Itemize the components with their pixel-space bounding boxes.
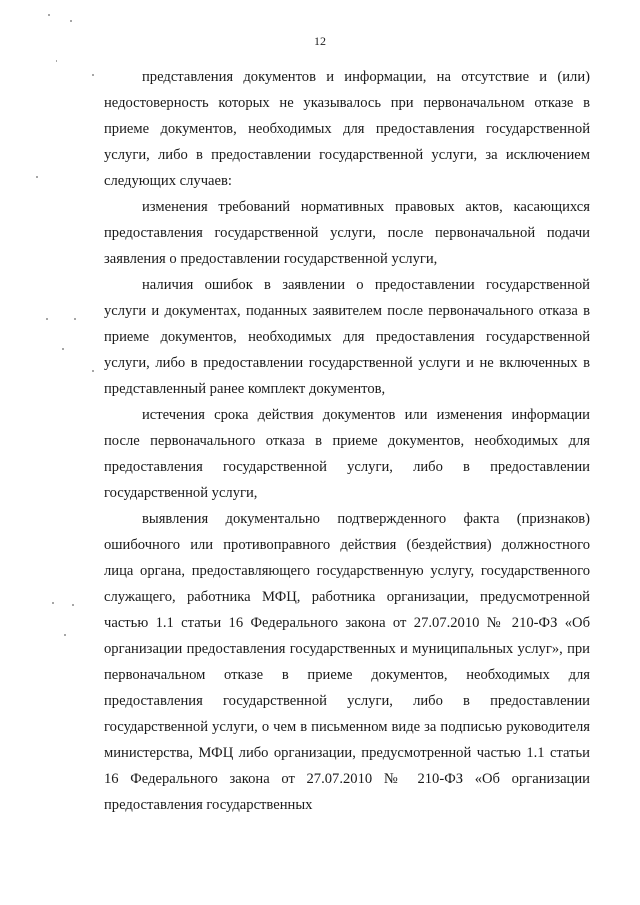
page-number: 12 bbox=[314, 34, 326, 48]
scan-speck bbox=[46, 318, 48, 320]
body-text bbox=[104, 64, 590, 818]
paragraph-case-expiry: истечения срока действия документов или изменения информации после первоначального отказа в приеме документов, необходимых для предоставления государственной услуги, либо в предоставлении государственной услуги, bbox=[104, 407, 590, 501]
scan-speck bbox=[52, 602, 54, 604]
paragraph-case-requirements: изменения требований нормативных правовых актов, касающихся предоставления государственной услуги, после первоначальной подачи заявления о предоставлении государственной услуги, bbox=[104, 199, 590, 267]
scan-speck bbox=[70, 20, 72, 22]
scan-speck bbox=[48, 14, 50, 16]
scan-speck bbox=[64, 634, 66, 636]
scan-speck bbox=[62, 348, 64, 350]
scan-speck bbox=[92, 370, 94, 372]
paragraph-case-misconduct: выявления документально подтвержденного факта (признаков) ошибочного или противоправного действия (бездействия) должностного лица органа, предоставляющего государственную услугу, государственного служащего, работника МФЦ, работника организации, предусмотренной частью 1.1 статьи 16 Федерального закона от 27.07.2010 № 210-ФЗ «Об организации предоставления государственных и муниципальных услуг», при первоначальном отказе в приеме документов, необходимых для предоставления государственной услуги, либо в предоставлении государственной услуги, о чем в письменном виде за подписью руководителя министерства, МФЦ либо организации, предусмотренной частью 1.1 статьи 16 Федерального закона от 27.07.2010 № 210-ФЗ «Об организации предоставления государственных bbox=[104, 511, 590, 813]
scan-speck bbox=[56, 60, 57, 62]
scan-speck bbox=[36, 176, 38, 178]
scan-speck bbox=[74, 318, 76, 320]
scan-speck bbox=[92, 74, 94, 76]
scan-speck bbox=[72, 604, 74, 606]
paragraph-case-errors: наличия ошибок в заявлении о предоставлении государственной услуги и документах, поданных заявителем после первоначального отказа в приеме документов, необходимых для предоставления государственной услуги, либо в предоставлении государственной услуги и не включенных в представленный ранее комплект документов, bbox=[104, 277, 590, 397]
paragraph-intro: представления документов и информации, на отсутствие и (или) недостоверность которых не указывалось при первоначальном отказе в приеме документов, необходимых для предоставления государственной услуги, либо в предоставлении государственной услуги, за исключением следующих случаев: bbox=[104, 69, 590, 189]
